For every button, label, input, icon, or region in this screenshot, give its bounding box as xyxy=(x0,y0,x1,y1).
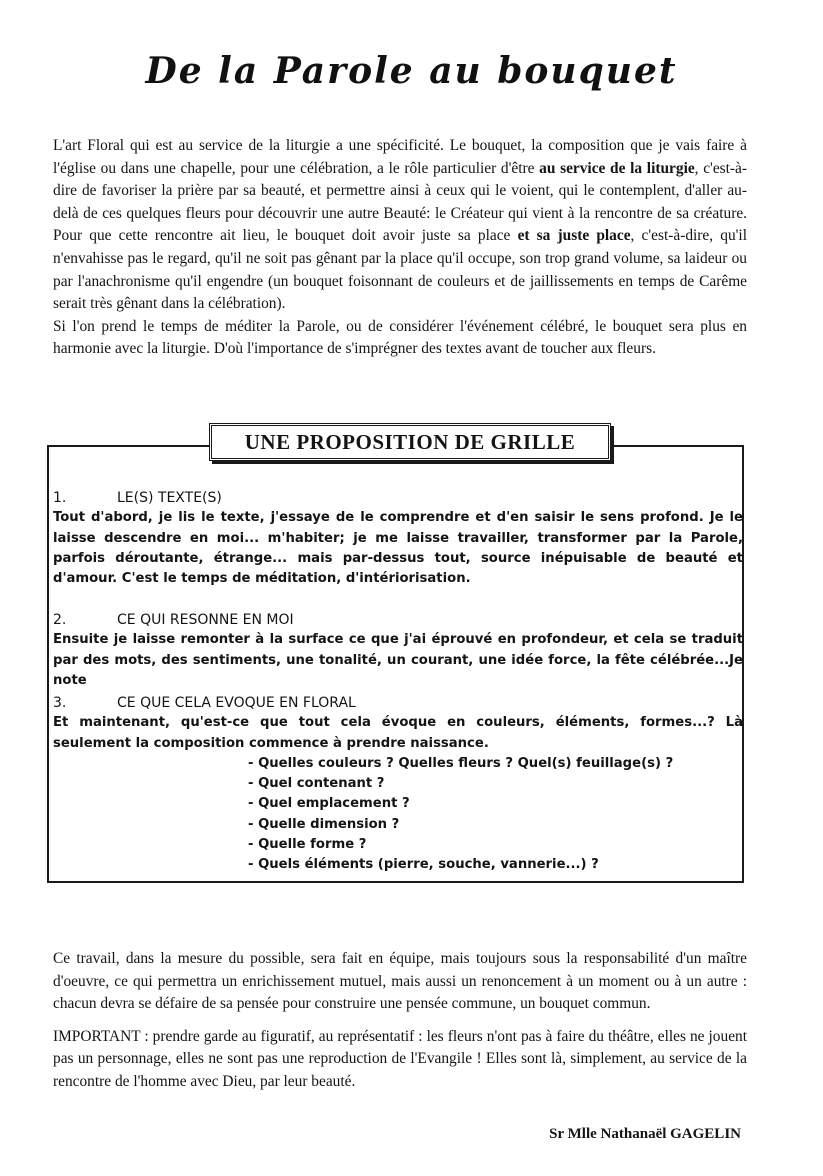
section-number: 3. xyxy=(53,695,67,711)
intro-text: L'art Floral qui est au service de la liturgie a une spécificité. Le bouquet, la composition que je vais faire à l'église ou dans une chapelle, pour une célébration, a le rôle particulier d'être xyxy=(53,137,747,177)
list-item: - Quelle forme ? xyxy=(248,837,367,853)
intro-paragraph xyxy=(53,135,747,361)
section-body: Ensuite je laisse remonter à la surface ce que j'ai éprouvé en profondeur, et cela se traduit par des mots, des sentiments, une tonalité, un courant, une idée force, la fête célébrée...Je note xyxy=(53,632,743,688)
list-item: - Quels éléments (pierre, souche, vannerie...) ? xyxy=(248,857,599,873)
intro-emphasis: et sa juste place xyxy=(517,227,631,245)
section-body: Et maintenant, qu'est-ce que tout cela évoque en couleurs, éléments, formes...? Là seulement la composition commence à prendre naissance. xyxy=(53,715,743,751)
grille-heading: UNE PROPOSITION DE GRILLE xyxy=(209,423,611,461)
grille-section-1 xyxy=(53,488,743,589)
grille-section-2 xyxy=(53,610,743,691)
section-heading xyxy=(53,488,743,508)
outro-paragraph: Ce travail, dans la mesure du possible, sera fait en équipe, mais toujours sous la responsabilité d'un maître d'oeuvre, ce qui permettra un enrichissement mutuel, mais aussi un renoncement à un moment ou à un autre : chacun devra se défaire de sa pensée pour construire une pensée commune, un bouquet commun. xyxy=(53,950,747,1013)
section-heading xyxy=(53,693,743,713)
signature: Sr Mlle Nathanaël GAGELIN xyxy=(549,1126,741,1142)
page-title: De la Parole au bouquet xyxy=(145,50,678,92)
section-number: 2. xyxy=(53,612,67,628)
section-title: LE(S) TEXTE(S) xyxy=(117,490,222,506)
section-title: CE QUE CELA EVOQUE EN FLORAL xyxy=(117,695,356,711)
section-number: 1. xyxy=(53,490,67,506)
question-list xyxy=(53,754,743,876)
intro-text: , c'est-à-dire, qu'il n'envahisse pas le regard, qu'il ne soit pas gênant par la place qu'il occupe, son trop grand volume, sa laideur ou par l'anachronisme qu'il engendre (un bouquet foisonnant de couleurs et de jaillissements en temps de Carême serait très gênant dans la célébration). xyxy=(53,227,747,313)
outro xyxy=(53,948,747,1104)
intro-text: Si l'on prend le temps de méditer la Parole, ou de considérer l'événement célébré, le bouquet sera plus en harmonie avec la liturgie. D'où l'importance de s'imprégner des textes avant de toucher aux fleurs. xyxy=(53,317,747,358)
intro-text: , c'est-à-dire de favoriser la prière par sa beauté, et permettre ainsi à ceux qui le voient, qui le contemplent, d'aller au-delà de ces quelques fleurs pour découvrir une autre Beauté: le Créateur qui vient à la rencontre de sa créature. Pour que cette rencontre ait lieu, le bouquet doit avoir juste sa place xyxy=(53,159,747,245)
important-note: IMPORTANT : prendre garde au figuratif, au représentatif : les fleurs n'ont pas à faire du théâtre, elles ne jouent pas un personnage, elles ne sont pas une reproduction de l'Evangile ! Elles sont là, simplement, au service de la rencontre de l'homme avec Dieu, par leur beauté. xyxy=(53,1027,747,1090)
list-item: - Quel emplacement ? xyxy=(248,796,410,812)
section-body: Tout d'abord, je lis le texte, j'essaye de le comprendre et d'en saisir le sens profond. Je le laisse descendre en moi... m'habiter; je me laisse travailler, transformer par la Parole, parfois déroutante, étrange... mais par-dessus tout, source inépuisable de beauté et d'amour. C'est le temps de méditation, d'intériorisation. xyxy=(53,510,743,587)
intro-emphasis: au service de la liturgie xyxy=(539,159,695,177)
list-item: - Quel contenant ? xyxy=(248,776,385,792)
section-heading xyxy=(53,610,743,630)
list-item: - Quelle dimension ? xyxy=(248,816,400,832)
list-item: - Quelles couleurs ? Quelles fleurs ? Quel(s) feuillage(s) ? xyxy=(248,755,674,771)
grille-section-3 xyxy=(53,693,743,876)
section-title: CE QUI RESONNE EN MOI xyxy=(117,612,294,628)
